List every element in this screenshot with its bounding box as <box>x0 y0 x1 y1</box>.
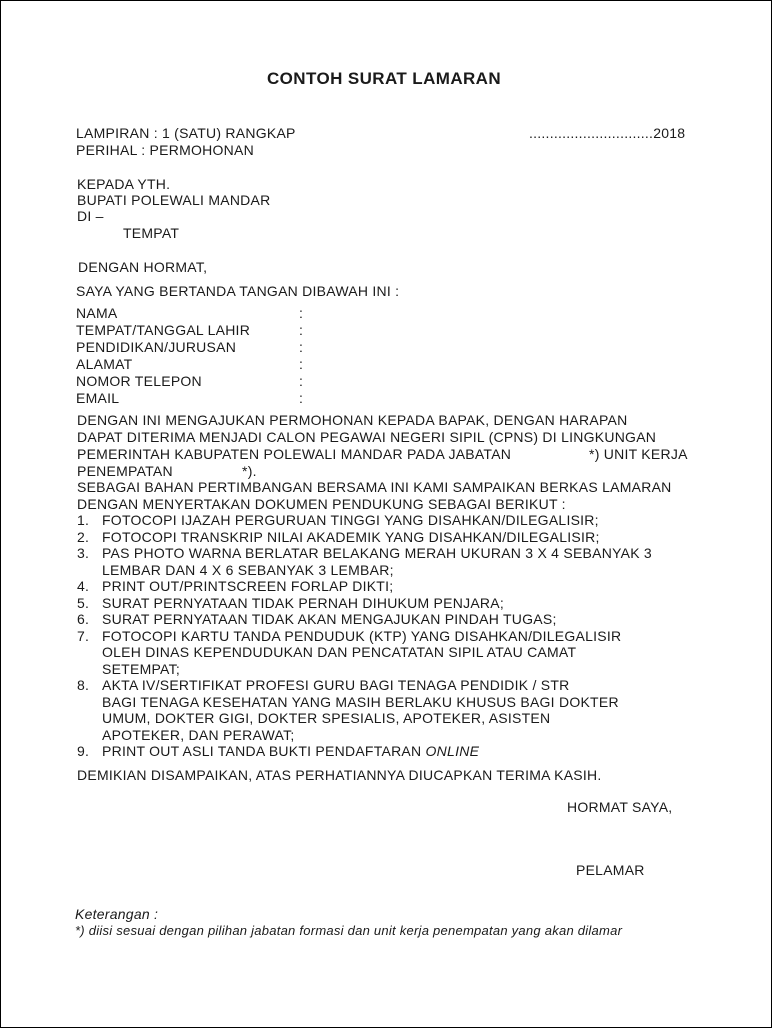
list-item <box>77 595 702 612</box>
list-number: 2. <box>77 528 90 545</box>
list-item <box>77 743 702 760</box>
list-item <box>77 545 702 578</box>
signoff: HORMAT SAYA, <box>567 799 673 815</box>
perihal-line: PERIHAL : PERMOHONAN <box>76 142 254 158</box>
list-text-main: PRINT OUT ASLI TANDA BUKTI PENDAFTARAN <box>102 743 422 759</box>
list-text: SETEMPAT; <box>102 660 180 677</box>
field-colon: : <box>299 339 304 355</box>
consideration-paragraph <box>77 479 699 513</box>
signer: PELAMAR <box>576 862 645 878</box>
lampiran-line: LAMPIRAN : 1 (SATU) RANGKAP <box>76 125 296 141</box>
field-nama <box>76 305 304 322</box>
documents-list <box>77 512 702 760</box>
list-number: 7. <box>77 627 90 644</box>
field-pendidikan <box>76 339 304 356</box>
paragraph-line: PEMERINTAH KABUPATEN POLEWALI MANDAR PADA JABATAN <box>77 446 512 462</box>
unit-kerja-mark: *) UNIT KERJA <box>589 446 688 462</box>
list-text: BAGI TENAGA KESEHATAN YANG MASIH BERLAKU KHUSUS BAGI DOKTER <box>102 693 619 710</box>
list-text: FOTOCOPI KARTU TANDA PENDUDUK (KTP) YANG DISAHKAN/DILEGALISIR <box>102 627 622 644</box>
paragraph-line: SEBAGAI BAHAN PERTIMBANGAN BERSAMA INI KAMI SAMPAIKAN BERKAS LAMARAN <box>77 479 672 495</box>
field-colon: : <box>299 373 304 389</box>
list-number: 8. <box>77 677 90 693</box>
paragraph-line: PENEMPATAN <box>77 463 173 479</box>
note-label: Keterangan : <box>75 906 159 922</box>
list-text-italic: ONLINE <box>425 743 480 759</box>
intro-line: SAYA YANG BERTANDA TANGAN DIBAWAH INI : <box>76 283 400 299</box>
field-colon: : <box>299 305 304 321</box>
list-text: UMUM, DOKTER GIGI, DOKTER SPESIALIS, APOTEKER, ASISTEN <box>102 710 551 726</box>
list-text: LEMBAR DAN 4 X 6 SEBANYAK 3 LEMBAR; <box>102 561 394 578</box>
document-title: CONTOH SURAT LAMARAN <box>267 69 502 88</box>
closing-line: DEMIKIAN DISAMPAIKAN, ATAS PERHATIANNYA DIUCAPKAN TERIMA KASIH. <box>77 767 602 783</box>
field-email <box>76 390 304 407</box>
list-text: SURAT PERNYATAAN TIDAK AKAN MENGAJUKAN PINDAH TUGAS; <box>102 611 557 627</box>
field-label: NOMOR TELEPON <box>76 373 202 389</box>
paragraph-line: DENGAN MENYERTAKAN DOKUMEN PENDUKUNG SEBAGAI BERIKUT : <box>77 496 566 512</box>
paragraph-line: DAPAT DITERIMA MENJADI CALON PEGAWAI NEGERI SIPIL (CPNS) DI LINGKUNGAN <box>77 429 657 445</box>
list-text: SURAT PERNYATAAN TIDAK PERNAH DIHUKUM PENJARA; <box>102 594 505 611</box>
list-item <box>77 677 702 743</box>
field-label: EMAIL <box>76 390 120 406</box>
list-number: 3. <box>77 545 90 561</box>
list-number: 4. <box>77 578 90 594</box>
list-text: PAS PHOTO WARNA BERLATAR BELAKANG MERAH UKURAN 3 X 4 SEBANYAK 3 <box>102 545 652 561</box>
list-item <box>77 611 702 628</box>
list-item <box>77 529 702 546</box>
field-tempat-tanggal-lahir <box>76 322 304 339</box>
list-item <box>77 512 702 529</box>
recipient-line-1: KEPADA YTH. <box>77 176 171 192</box>
list-item <box>77 628 702 678</box>
penempatan-mark: *). <box>242 463 257 479</box>
field-label: TEMPAT/TANGGAL LAHIR <box>76 322 251 338</box>
recipient-line-4: TEMPAT <box>123 225 180 241</box>
recipient-line-3: DI – <box>77 208 104 224</box>
paragraph-line: DENGAN INI MENGAJUKAN PERMOHONAN KEPADA BAPAK, DENGAN HARAPAN <box>77 412 628 428</box>
list-number: 5. <box>77 594 90 611</box>
note-text: *) diisi sesuai dengan pilihan jabatan formasi dan unit kerja penempatan yang akan dilamar <box>75 923 623 938</box>
list-text: AKTA IV/SERTIFIKAT PROFESI GURU BAGI TENAGA PENDIDIK / STR <box>102 677 570 693</box>
field-label: ALAMAT <box>76 356 133 372</box>
field-alamat <box>76 356 304 373</box>
list-number: 9. <box>77 743 90 759</box>
date-line: ..............................2018 <box>529 125 686 141</box>
field-nomor-telepon <box>76 373 304 390</box>
field-colon: : <box>299 356 304 372</box>
list-text: APOTEKER, DAN PERAWAT; <box>102 726 295 743</box>
list-text: PRINT OUT/PRINTSCREEN FORLAP DIKTI; <box>102 578 394 594</box>
applicant-fields <box>76 305 304 407</box>
field-label: NAMA <box>76 305 118 321</box>
field-label: PENDIDIKAN/JURUSAN <box>76 339 237 355</box>
list-text: FOTOCOPI TRANSKRIP NILAI AKADEMIK YANG DISAHKAN/DILEGALISIR; <box>102 528 600 545</box>
list-text <box>102 743 702 760</box>
list-text: OLEH DINAS KEPENDUDUKAN DAN PENCATATAN SIPIL ATAU CAMAT <box>102 644 577 660</box>
list-item <box>77 578 702 595</box>
greeting: DENGAN HORMAT, <box>78 259 208 275</box>
recipient-line-2: BUPATI POLEWALI MANDAR <box>77 192 271 208</box>
field-colon: : <box>299 390 304 406</box>
list-number: 6. <box>77 611 90 627</box>
list-text: FOTOCOPI IJAZAH PERGURUAN TINGGI YANG DISAHKAN/DILEGALISIR; <box>102 512 599 528</box>
list-number: 1. <box>77 512 90 528</box>
field-colon: : <box>299 322 304 338</box>
